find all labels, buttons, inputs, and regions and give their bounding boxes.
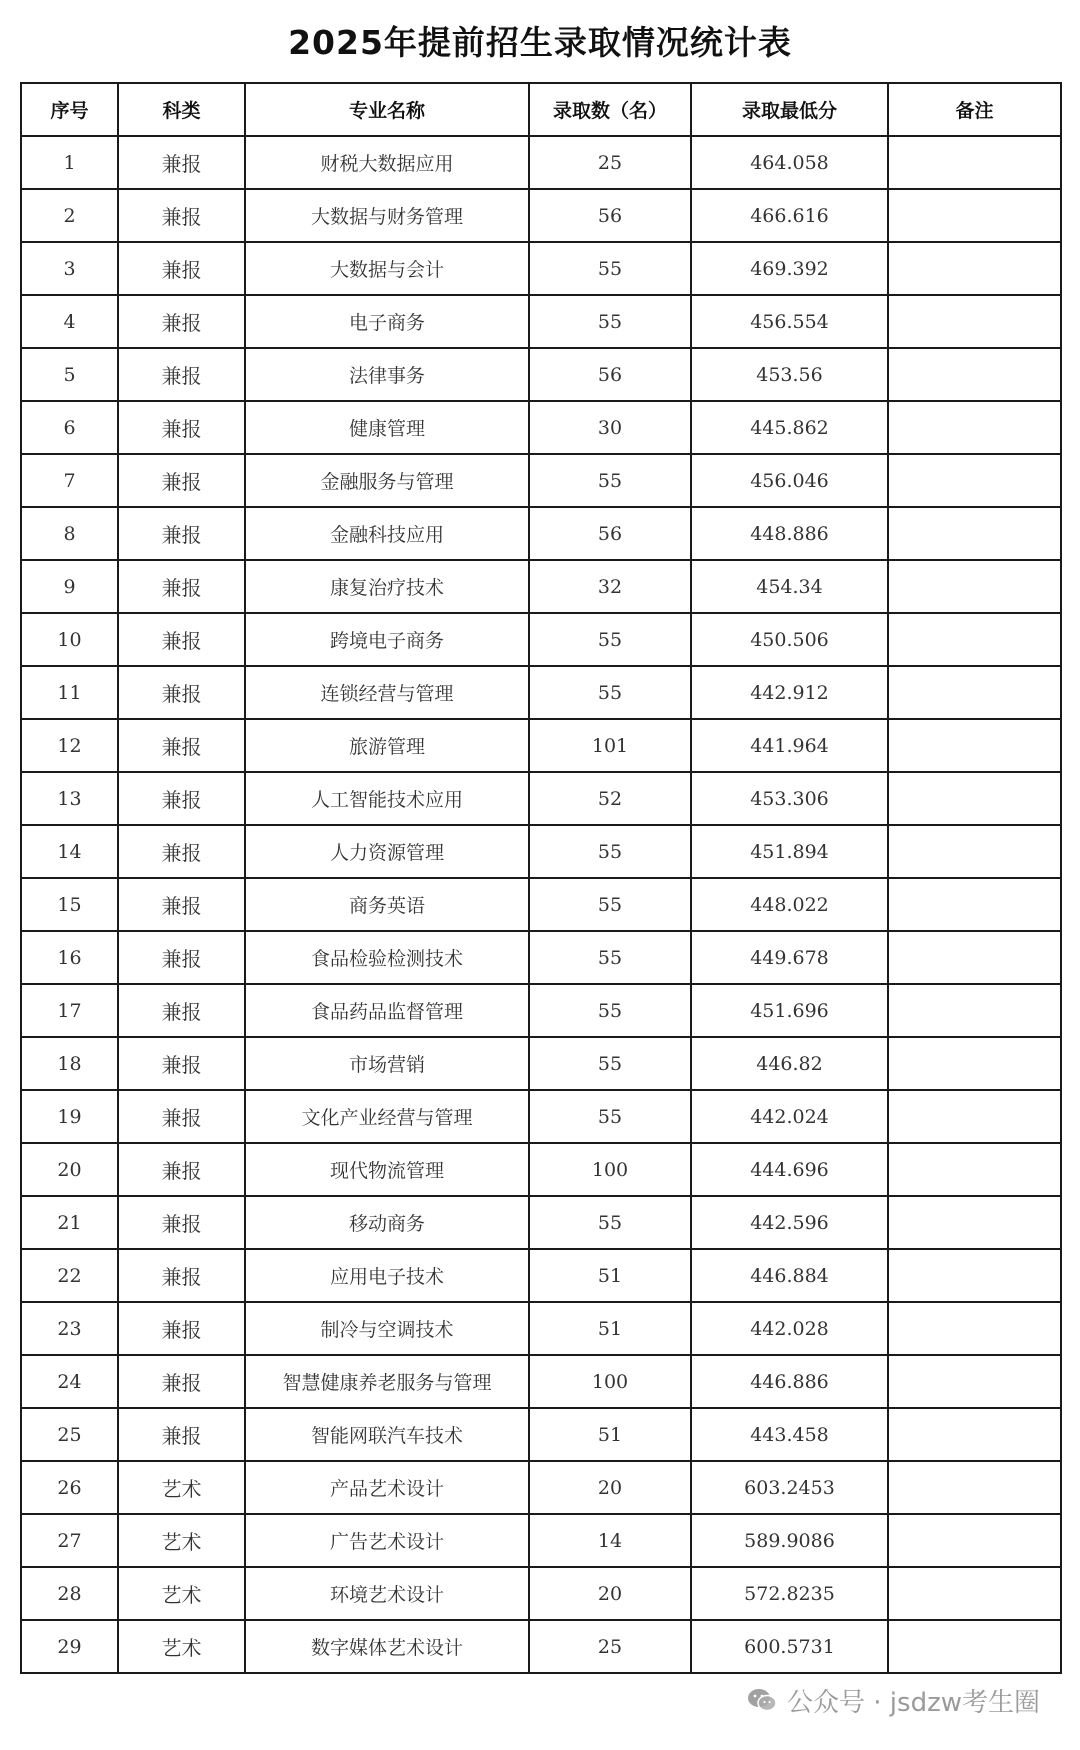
table-row <box>21 1461 1061 1514</box>
header-major: 专业名称 <box>245 83 529 136</box>
cell-count: 55 <box>529 878 691 931</box>
cell-category: 兼报 <box>118 189 245 242</box>
cell-min-score: 444.696 <box>691 1143 888 1196</box>
table-header-row <box>21 83 1061 136</box>
cell-major: 移动商务 <box>245 1196 529 1249</box>
cell-count: 14 <box>529 1514 691 1567</box>
cell-note <box>888 719 1061 772</box>
cell-min-score: 445.862 <box>691 401 888 454</box>
cell-note <box>888 242 1061 295</box>
cell-category: 兼报 <box>118 878 245 931</box>
cell-min-score: 456.554 <box>691 295 888 348</box>
cell-count: 55 <box>529 1037 691 1090</box>
admission-table <box>20 82 1062 1674</box>
cell-count: 56 <box>529 189 691 242</box>
cell-category: 兼报 <box>118 295 245 348</box>
cell-note <box>888 1249 1061 1302</box>
cell-note <box>888 1196 1061 1249</box>
cell-major: 金融科技应用 <box>245 507 529 560</box>
cell-no: 16 <box>21 931 118 984</box>
table-row <box>21 1567 1061 1620</box>
cell-no: 28 <box>21 1567 118 1620</box>
cell-min-score: 451.894 <box>691 825 888 878</box>
cell-no: 8 <box>21 507 118 560</box>
table-row <box>21 348 1061 401</box>
cell-no: 9 <box>21 560 118 613</box>
cell-major: 金融服务与管理 <box>245 454 529 507</box>
wechat-icon <box>747 1687 777 1713</box>
cell-note <box>888 1143 1061 1196</box>
cell-category: 艺术 <box>118 1620 245 1673</box>
header-count: 录取数（名） <box>529 83 691 136</box>
cell-major: 人工智能技术应用 <box>245 772 529 825</box>
cell-note <box>888 666 1061 719</box>
cell-note <box>888 1090 1061 1143</box>
table-row <box>21 1037 1061 1090</box>
cell-count: 52 <box>529 772 691 825</box>
cell-count: 56 <box>529 348 691 401</box>
cell-count: 55 <box>529 295 691 348</box>
cell-min-score: 446.884 <box>691 1249 888 1302</box>
cell-note <box>888 454 1061 507</box>
cell-category: 兼报 <box>118 613 245 666</box>
cell-count: 56 <box>529 507 691 560</box>
cell-category: 艺术 <box>118 1567 245 1620</box>
cell-note <box>888 401 1061 454</box>
cell-category: 兼报 <box>118 560 245 613</box>
table-row <box>21 1143 1061 1196</box>
cell-no: 6 <box>21 401 118 454</box>
cell-min-score: 449.678 <box>691 931 888 984</box>
cell-min-score: 448.022 <box>691 878 888 931</box>
cell-no: 26 <box>21 1461 118 1514</box>
cell-note <box>888 878 1061 931</box>
cell-min-score: 589.9086 <box>691 1514 888 1567</box>
cell-min-score: 600.5731 <box>691 1620 888 1673</box>
header-category: 科类 <box>118 83 245 136</box>
cell-count: 51 <box>529 1302 691 1355</box>
cell-major: 文化产业经营与管理 <box>245 1090 529 1143</box>
cell-no: 13 <box>21 772 118 825</box>
cell-note <box>888 772 1061 825</box>
cell-category: 兼报 <box>118 454 245 507</box>
cell-count: 51 <box>529 1408 691 1461</box>
cell-no: 18 <box>21 1037 118 1090</box>
cell-category: 兼报 <box>118 719 245 772</box>
table-row <box>21 242 1061 295</box>
cell-category: 艺术 <box>118 1514 245 1567</box>
table-row <box>21 1514 1061 1567</box>
cell-min-score: 603.2453 <box>691 1461 888 1514</box>
cell-category: 兼报 <box>118 984 245 1037</box>
cell-min-score: 450.506 <box>691 613 888 666</box>
watermark <box>747 1680 1040 1720</box>
cell-no: 10 <box>21 613 118 666</box>
cell-no: 11 <box>21 666 118 719</box>
cell-count: 55 <box>529 666 691 719</box>
cell-count: 20 <box>529 1567 691 1620</box>
table-row <box>21 507 1061 560</box>
cell-count: 55 <box>529 825 691 878</box>
cell-note <box>888 1408 1061 1461</box>
table-row <box>21 454 1061 507</box>
cell-major: 智慧健康养老服务与管理 <box>245 1355 529 1408</box>
cell-count: 25 <box>529 1620 691 1673</box>
cell-major: 智能网联汽车技术 <box>245 1408 529 1461</box>
cell-count: 25 <box>529 136 691 189</box>
cell-note <box>888 613 1061 666</box>
cell-category: 兼报 <box>118 772 245 825</box>
cell-note <box>888 507 1061 560</box>
cell-count: 20 <box>529 1461 691 1514</box>
cell-note <box>888 984 1061 1037</box>
cell-major: 产品艺术设计 <box>245 1461 529 1514</box>
cell-major: 大数据与财务管理 <box>245 189 529 242</box>
cell-no: 20 <box>21 1143 118 1196</box>
cell-major: 现代物流管理 <box>245 1143 529 1196</box>
cell-no: 21 <box>21 1196 118 1249</box>
cell-category: 兼报 <box>118 1143 245 1196</box>
cell-min-score: 453.306 <box>691 772 888 825</box>
cell-major: 人力资源管理 <box>245 825 529 878</box>
cell-category: 兼报 <box>118 1302 245 1355</box>
cell-count: 55 <box>529 1196 691 1249</box>
table-row <box>21 1302 1061 1355</box>
cell-major: 健康管理 <box>245 401 529 454</box>
cell-count: 100 <box>529 1143 691 1196</box>
cell-category: 兼报 <box>118 401 245 454</box>
cell-min-score: 448.886 <box>691 507 888 560</box>
cell-major: 广告艺术设计 <box>245 1514 529 1567</box>
cell-note <box>888 1514 1061 1567</box>
cell-no: 4 <box>21 295 118 348</box>
table-row <box>21 560 1061 613</box>
cell-major: 旅游管理 <box>245 719 529 772</box>
cell-count: 55 <box>529 1090 691 1143</box>
cell-no: 19 <box>21 1090 118 1143</box>
cell-note <box>888 1302 1061 1355</box>
cell-note <box>888 1037 1061 1090</box>
cell-count: 51 <box>529 1249 691 1302</box>
cell-category: 艺术 <box>118 1461 245 1514</box>
cell-category: 兼报 <box>118 825 245 878</box>
table-row <box>21 295 1061 348</box>
table-row <box>21 666 1061 719</box>
cell-category: 兼报 <box>118 931 245 984</box>
cell-note <box>888 1355 1061 1408</box>
cell-count: 30 <box>529 401 691 454</box>
cell-category: 兼报 <box>118 1408 245 1461</box>
cell-min-score: 469.392 <box>691 242 888 295</box>
cell-category: 兼报 <box>118 1037 245 1090</box>
cell-category: 兼报 <box>118 136 245 189</box>
cell-category: 兼报 <box>118 242 245 295</box>
cell-note <box>888 931 1061 984</box>
header-min-score: 录取最低分 <box>691 83 888 136</box>
table-row <box>21 136 1061 189</box>
cell-major: 电子商务 <box>245 295 529 348</box>
table-row <box>21 984 1061 1037</box>
cell-major: 康复治疗技术 <box>245 560 529 613</box>
cell-category: 兼报 <box>118 507 245 560</box>
header-no: 序号 <box>21 83 118 136</box>
cell-count: 101 <box>529 719 691 772</box>
cell-count: 55 <box>529 613 691 666</box>
cell-note <box>888 189 1061 242</box>
cell-major: 应用电子技术 <box>245 1249 529 1302</box>
cell-no: 12 <box>21 719 118 772</box>
cell-count: 32 <box>529 560 691 613</box>
cell-category: 兼报 <box>118 666 245 719</box>
cell-min-score: 441.964 <box>691 719 888 772</box>
page-title: 2025年提前招生录取情况统计表 <box>288 23 792 62</box>
cell-min-score: 456.046 <box>691 454 888 507</box>
cell-no: 25 <box>21 1408 118 1461</box>
cell-category: 兼报 <box>118 348 245 401</box>
cell-note <box>888 1620 1061 1673</box>
cell-no: 14 <box>21 825 118 878</box>
cell-major: 数字媒体艺术设计 <box>245 1620 529 1673</box>
cell-note <box>888 825 1061 878</box>
table-row <box>21 772 1061 825</box>
cell-major: 财税大数据应用 <box>245 136 529 189</box>
table-row <box>21 878 1061 931</box>
cell-major: 跨境电子商务 <box>245 613 529 666</box>
cell-no: 29 <box>21 1620 118 1673</box>
table-row <box>21 719 1061 772</box>
cell-min-score: 454.34 <box>691 560 888 613</box>
cell-major: 法律事务 <box>245 348 529 401</box>
cell-count: 55 <box>529 454 691 507</box>
cell-no: 15 <box>21 878 118 931</box>
cell-note <box>888 1567 1061 1620</box>
cell-min-score: 464.058 <box>691 136 888 189</box>
cell-min-score: 446.886 <box>691 1355 888 1408</box>
cell-count: 55 <box>529 242 691 295</box>
cell-no: 7 <box>21 454 118 507</box>
cell-category: 兼报 <box>118 1196 245 1249</box>
cell-min-score: 446.82 <box>691 1037 888 1090</box>
watermark-text: 公众号 · jsdzw考生圈 <box>787 1687 1040 1718</box>
table-row <box>21 1249 1061 1302</box>
cell-min-score: 572.8235 <box>691 1567 888 1620</box>
cell-no: 5 <box>21 348 118 401</box>
cell-note <box>888 560 1061 613</box>
cell-count: 55 <box>529 984 691 1037</box>
table-row <box>21 401 1061 454</box>
cell-min-score: 442.024 <box>691 1090 888 1143</box>
cell-no: 3 <box>21 242 118 295</box>
cell-major: 市场营销 <box>245 1037 529 1090</box>
cell-major: 制冷与空调技术 <box>245 1302 529 1355</box>
table-row <box>21 1355 1061 1408</box>
header-note: 备注 <box>888 83 1061 136</box>
table-row <box>21 1196 1061 1249</box>
cell-no: 22 <box>21 1249 118 1302</box>
cell-category: 兼报 <box>118 1090 245 1143</box>
table-row <box>21 613 1061 666</box>
cell-min-score: 453.56 <box>691 348 888 401</box>
table-row <box>21 825 1061 878</box>
cell-min-score: 443.458 <box>691 1408 888 1461</box>
cell-major: 食品检验检测技术 <box>245 931 529 984</box>
cell-major: 食品药品监督管理 <box>245 984 529 1037</box>
cell-note <box>888 348 1061 401</box>
table-row <box>21 931 1061 984</box>
table-row <box>21 1620 1061 1673</box>
cell-no: 23 <box>21 1302 118 1355</box>
table-row <box>21 189 1061 242</box>
cell-min-score: 451.696 <box>691 984 888 1037</box>
table-row <box>21 1090 1061 1143</box>
cell-no: 2 <box>21 189 118 242</box>
table-row <box>21 1408 1061 1461</box>
cell-count: 100 <box>529 1355 691 1408</box>
cell-major: 连锁经营与管理 <box>245 666 529 719</box>
cell-min-score: 442.028 <box>691 1302 888 1355</box>
cell-note <box>888 295 1061 348</box>
cell-no: 24 <box>21 1355 118 1408</box>
cell-min-score: 466.616 <box>691 189 888 242</box>
cell-major: 大数据与会计 <box>245 242 529 295</box>
cell-category: 兼报 <box>118 1249 245 1302</box>
table-body <box>21 136 1061 1673</box>
cell-note <box>888 1461 1061 1514</box>
cell-min-score: 442.912 <box>691 666 888 719</box>
cell-category: 兼报 <box>118 1355 245 1408</box>
cell-major: 环境艺术设计 <box>245 1567 529 1620</box>
cell-no: 27 <box>21 1514 118 1567</box>
cell-major: 商务英语 <box>245 878 529 931</box>
cell-count: 55 <box>529 931 691 984</box>
cell-no: 1 <box>21 136 118 189</box>
cell-no: 17 <box>21 984 118 1037</box>
cell-min-score: 442.596 <box>691 1196 888 1249</box>
cell-note <box>888 136 1061 189</box>
